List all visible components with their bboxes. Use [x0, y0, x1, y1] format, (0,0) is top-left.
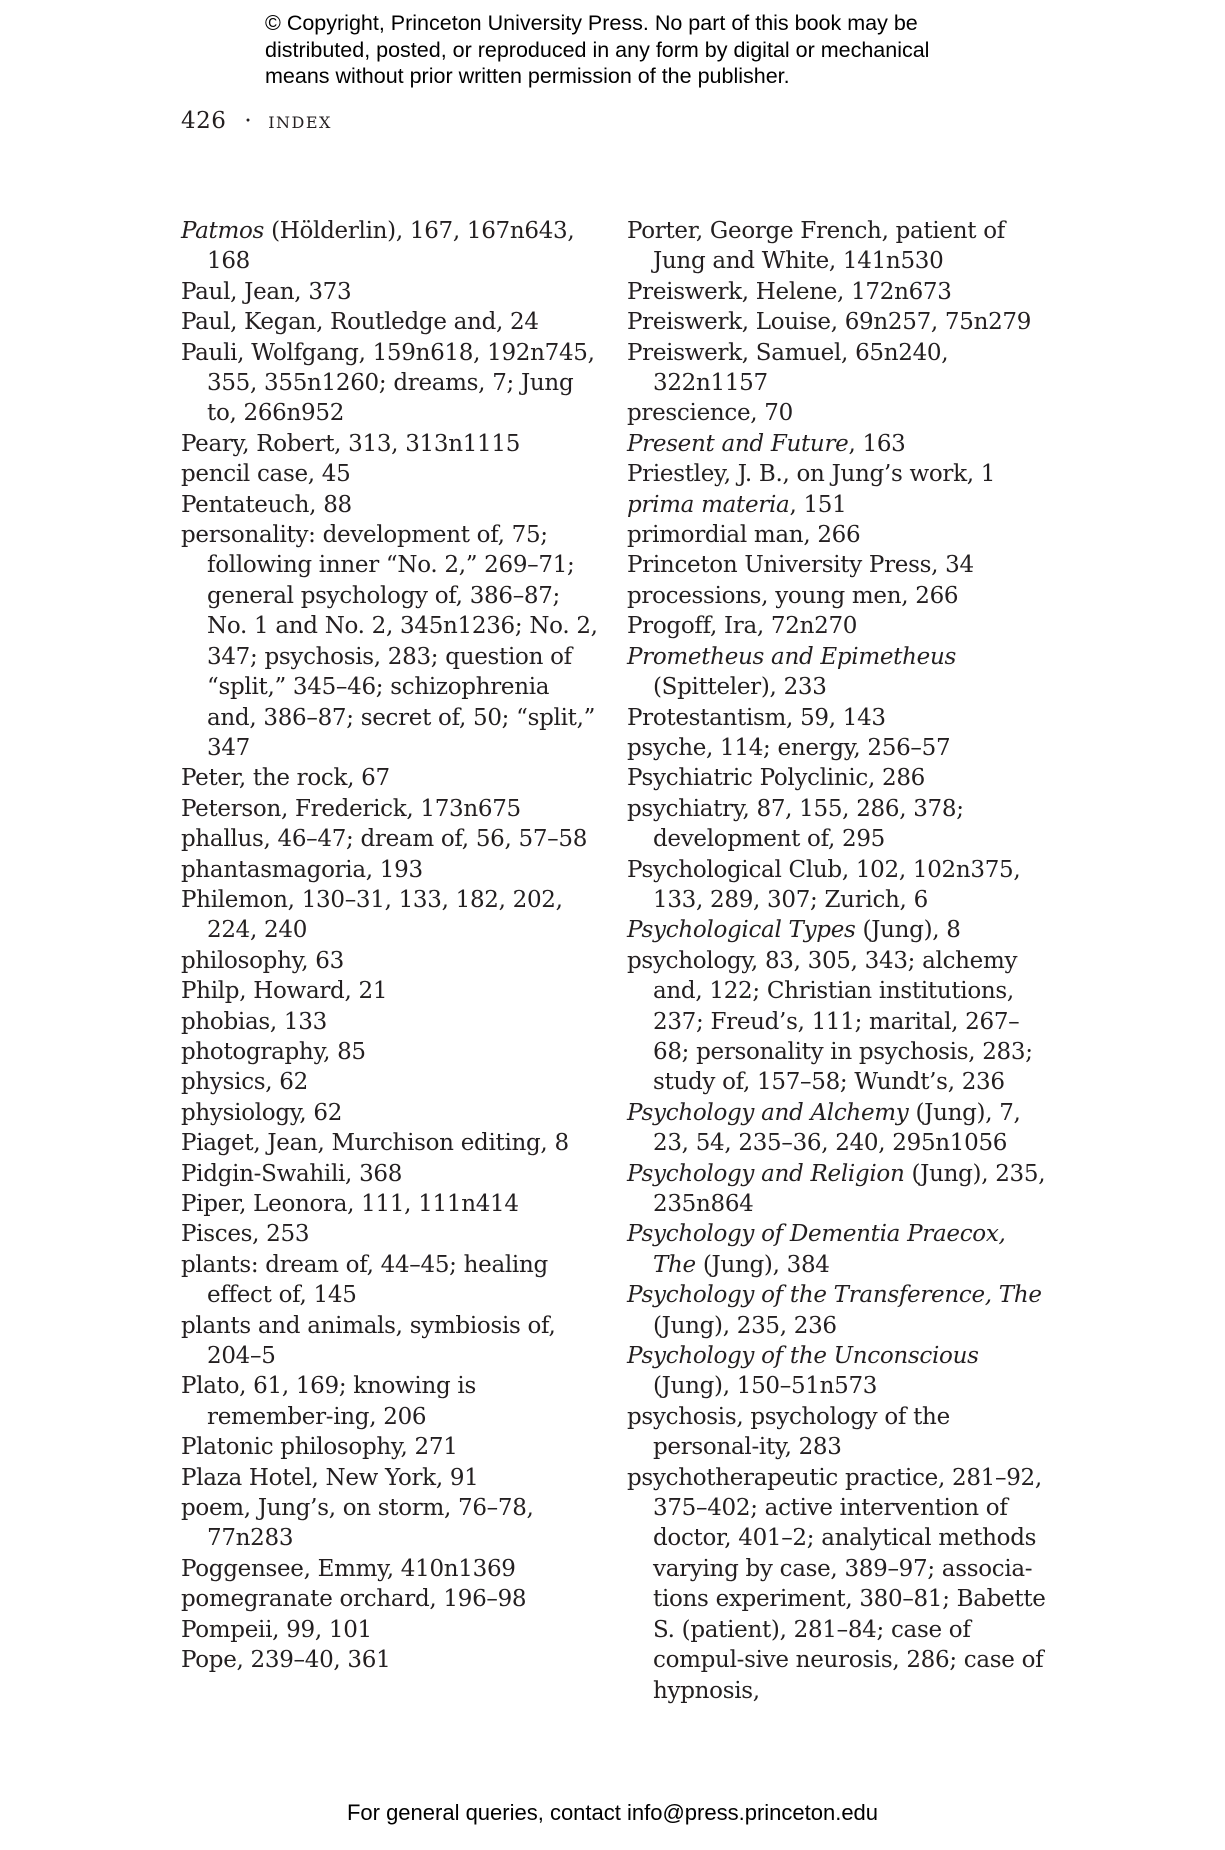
page-number: 426 [181, 108, 227, 134]
index-entry-text: (Jung), 7, 23, 54, 235–36, 240, 295n1056 [653, 1099, 1021, 1157]
index-entry-text: Philp, Howard, 21 [181, 978, 388, 1005]
index-entry [627, 703, 1047, 733]
index-entry-text: photography, 85 [181, 1038, 366, 1065]
index-entry [181, 277, 601, 307]
index-entry-text: phallus, 46–47; dream of, 56, 57–58 [181, 826, 588, 853]
index-entry [181, 1584, 601, 1614]
index-entry-text: psychology, 83, 305, 343; alchemy and, 122; Christian institutions, 237; Freud’s, 111; marital, 267–68; personality in psychosis, 283; study of, 157–58; Wundt’s, 236 [627, 947, 1033, 1096]
running-head-separator: · [244, 108, 253, 134]
index-entry-text: Pentateuch, 88 [181, 491, 352, 518]
index-entry [181, 1007, 601, 1037]
index-entry [627, 581, 1047, 611]
index-entry-text: Preiswerk, Samuel, 65n240, 322n1157 [627, 339, 949, 397]
copyright-line-3: means without prior written permission of the publisher. [265, 64, 790, 88]
index-entry-text: Plato, 61, 169; knowing is remember-ing, 206 [181, 1373, 476, 1430]
index-entry-italic: Psychology of the Transference, The [627, 1282, 1042, 1309]
index-entry [181, 429, 601, 459]
index-entry-text: Princeton University Press, 34 [627, 552, 974, 579]
index-entry [181, 1189, 601, 1219]
index-column-right [627, 216, 1047, 1706]
index-entry [181, 794, 601, 824]
index-entry-text: processions, young men, 266 [627, 582, 959, 609]
index-entry-text: poem, Jung’s, on storm, 76–78, 77n283 [181, 1495, 534, 1552]
index-entry [181, 976, 601, 1006]
index-entry-text: psyche, 114; energy, 256–57 [627, 734, 951, 761]
copyright-line-1: © Copyright, Princeton University Press. No part of this book may be [265, 11, 918, 35]
index-entry-text: (Jung), 384 [695, 1251, 830, 1278]
index-entry [627, 338, 1047, 399]
index-entry [181, 1311, 601, 1372]
index-entry-text: personality: development of, 75; following inner “No. 2,” 269–71; general psychology of, 386–87; No. 1 and No. 2, 345n1236; No. 2, 347; psychosis, 283; question of “split,” 345–46; schizophrenia and, 386–87; secret of, 50; “split,” 347 [181, 522, 598, 761]
footer-contact: For general queries, contact info@press.princeton.edu [346, 1800, 879, 1825]
index-entry-text: Platonic philosophy, 271 [181, 1434, 458, 1461]
index-entry-text: Porter, George French, patient of Jung and White, 141n530 [627, 218, 1005, 275]
index-entry [627, 1280, 1047, 1341]
index-entry-text: Pope, 239–40, 361 [181, 1647, 391, 1674]
index-entry [181, 1159, 601, 1189]
index-entry [627, 307, 1047, 337]
index-entry-text: physiology, 62 [181, 1099, 343, 1126]
index-entry [181, 1098, 601, 1128]
index-entry [627, 855, 1047, 916]
index-entry [627, 459, 1047, 489]
index-entry [627, 216, 1047, 277]
index-entry [627, 733, 1047, 763]
index-entry [181, 1615, 601, 1645]
index-entry-text: pencil case, 45 [181, 461, 351, 488]
index-entry [181, 1067, 601, 1097]
index-entry-italic: Psychology and Religion [627, 1160, 905, 1187]
index-entry [181, 216, 601, 277]
index-entry-text: plants and animals, symbiosis of, 204–5 [181, 1312, 556, 1370]
index-entry-text: (Jung), 235, 236 [653, 1312, 837, 1339]
index-entry [627, 794, 1047, 855]
index-entry-italic: Prometheus and Epimetheus [627, 643, 956, 670]
index-entry-text: (Jung), 235, 235n864 [653, 1160, 1046, 1217]
index-entry [181, 1554, 601, 1584]
copyright-notice [265, 10, 1025, 90]
index-entry [181, 1250, 601, 1311]
index-entry-text: psychiatry, 87, 155, 286, 378; development of, 295 [627, 795, 964, 853]
index-entry-text: Paul, Jean, 373 [181, 278, 352, 305]
index-entry-text: Pisces, 253 [181, 1221, 310, 1248]
index-entry [627, 1402, 1047, 1463]
index-entry-text: pomegranate orchard, 196–98 [181, 1586, 527, 1613]
index-entry [627, 429, 1047, 459]
index-entry [181, 307, 601, 337]
index-entry-text: Peary, Robert, 313, 313n1115 [181, 430, 521, 457]
index-column-left [181, 216, 601, 1676]
index-entry-text: Piaget, Jean, Murchison editing, 8 [181, 1130, 569, 1157]
index-entry-text: Progoff, Ira, 72n270 [627, 613, 858, 640]
index-entry [627, 1098, 1047, 1159]
index-entry-text: (Jung), 8 [855, 917, 961, 944]
index-entry-text: Protestantism, 59, 143 [627, 704, 886, 731]
running-head [181, 108, 332, 134]
index-entry-text: Pompeii, 99, 101 [181, 1616, 372, 1643]
index-entry-italic: Psychology of the Unconscious [627, 1343, 979, 1370]
index-entry [627, 763, 1047, 793]
index-entry-text: (Hölderlin), 167, 167n643, 168 [207, 218, 575, 275]
index-entry [181, 338, 601, 429]
index-entry-text: , 163 [848, 430, 906, 457]
index-entry-text: psychotherapeutic practice, 281–92, 375–402; active intervention of doctor, 401–2; analytical methods varying by case, 389–97; associa-tions experiment, 380–81; Babette S. (patient), 281–84; case of compul-sive neurosis, 286; case of hypnosis, [627, 1464, 1046, 1704]
index-entry [181, 885, 601, 946]
index-entry-text: Preiswerk, Louise, 69n257, 75n279 [627, 309, 1032, 336]
index-entry-text: Psychiatric Polyclinic, 286 [627, 765, 926, 792]
index-entry-italic: Psychological Types [627, 917, 856, 944]
index-entry [181, 1432, 601, 1462]
index-entry [181, 1493, 601, 1554]
index-entry-text: primordial man, 266 [627, 522, 861, 549]
index-entry [627, 946, 1047, 1098]
index-entry [181, 1463, 601, 1493]
index-entry [181, 1219, 601, 1249]
index-entry [181, 520, 601, 763]
index-entry [181, 459, 601, 489]
index-entry [181, 490, 601, 520]
index-entry-text: philosophy, 63 [181, 947, 344, 974]
index-entry-italic: Present and Future [627, 430, 849, 457]
index-entry-text: Preiswerk, Helene, 172n673 [627, 278, 952, 305]
index-entry [627, 1219, 1047, 1280]
index-entry-text: Poggensee, Emmy, 410n1369 [181, 1555, 516, 1582]
index-entry-text: physics, 62 [181, 1069, 308, 1096]
index-entry-text: (Spitteler), 233 [653, 674, 827, 701]
index-entry [181, 1037, 601, 1067]
index-entry [181, 855, 601, 885]
index-entry-italic: Psychology of Dementia Praecox, The [627, 1221, 1006, 1278]
index-entry-text: Piper, Leonora, 111, 111n414 [181, 1191, 519, 1217]
index-entry-text: phantasmagoria, 193 [181, 856, 423, 883]
index-entry-text: prescience, 70 [627, 400, 793, 427]
index-entry-italic: prima materia [627, 491, 790, 518]
index-entry [181, 1128, 601, 1158]
index-entry-italic: Patmos [181, 218, 265, 244]
index-entry-text: phobias, 133 [181, 1008, 327, 1035]
index-entry-italic: Psychology and Alchemy [627, 1099, 909, 1126]
index-entry [627, 490, 1047, 520]
index-entry [627, 1463, 1047, 1706]
index-entry [627, 277, 1047, 307]
section-title: index [268, 108, 332, 134]
index-entry-text: Pauli, Wolfgang, 159n618, 192n745, 355, 355n1260; dreams, 7; Jung to, 266n952 [181, 339, 595, 427]
index-entry [627, 915, 1047, 945]
index-entry [181, 1645, 601, 1675]
index-entry [627, 398, 1047, 428]
index-entry-text: Plaza Hotel, New York, 91 [181, 1464, 479, 1491]
index-entry-text: (Jung), 150–51n573 [653, 1373, 878, 1400]
index-entry-text: plants: dream of, 44–45; healing effect of, 145 [181, 1251, 548, 1309]
index-entry-text: Peterson, Frederick, 173n675 [181, 795, 521, 822]
index-entry [181, 763, 601, 793]
index-entry-text: , 151 [789, 491, 847, 518]
index-entry-text: psychosis, psychology of the personal-ity, 283 [627, 1403, 950, 1461]
index-entry [627, 520, 1047, 550]
index-entry-text: Paul, Kegan, Routledge and, 24 [181, 309, 539, 336]
index-entry-text: Pidgin-Swahili, 368 [181, 1160, 403, 1187]
copyright-line-2: distributed, posted, or reproduced in any form by digital or mechanical [265, 37, 930, 62]
index-entry-text: Psychological Club, 102, 102n375, 133, 289, 307; Zurich, 6 [627, 856, 1021, 913]
index-entry [181, 824, 601, 854]
index-entry [627, 1341, 1047, 1402]
index-entry-text: Priestley, J. B., on Jung’s work, 1 [627, 461, 996, 488]
index-entry [627, 642, 1047, 703]
index-entry-text: Peter, the rock, 67 [181, 765, 390, 792]
index-entry-text: Philemon, 130–31, 133, 182, 202, 224, 240 [181, 886, 563, 944]
index-entry [181, 1371, 601, 1432]
index-entry [181, 946, 601, 976]
index-entry [627, 550, 1047, 580]
index-entry [627, 1159, 1047, 1220]
index-entry [627, 611, 1047, 641]
